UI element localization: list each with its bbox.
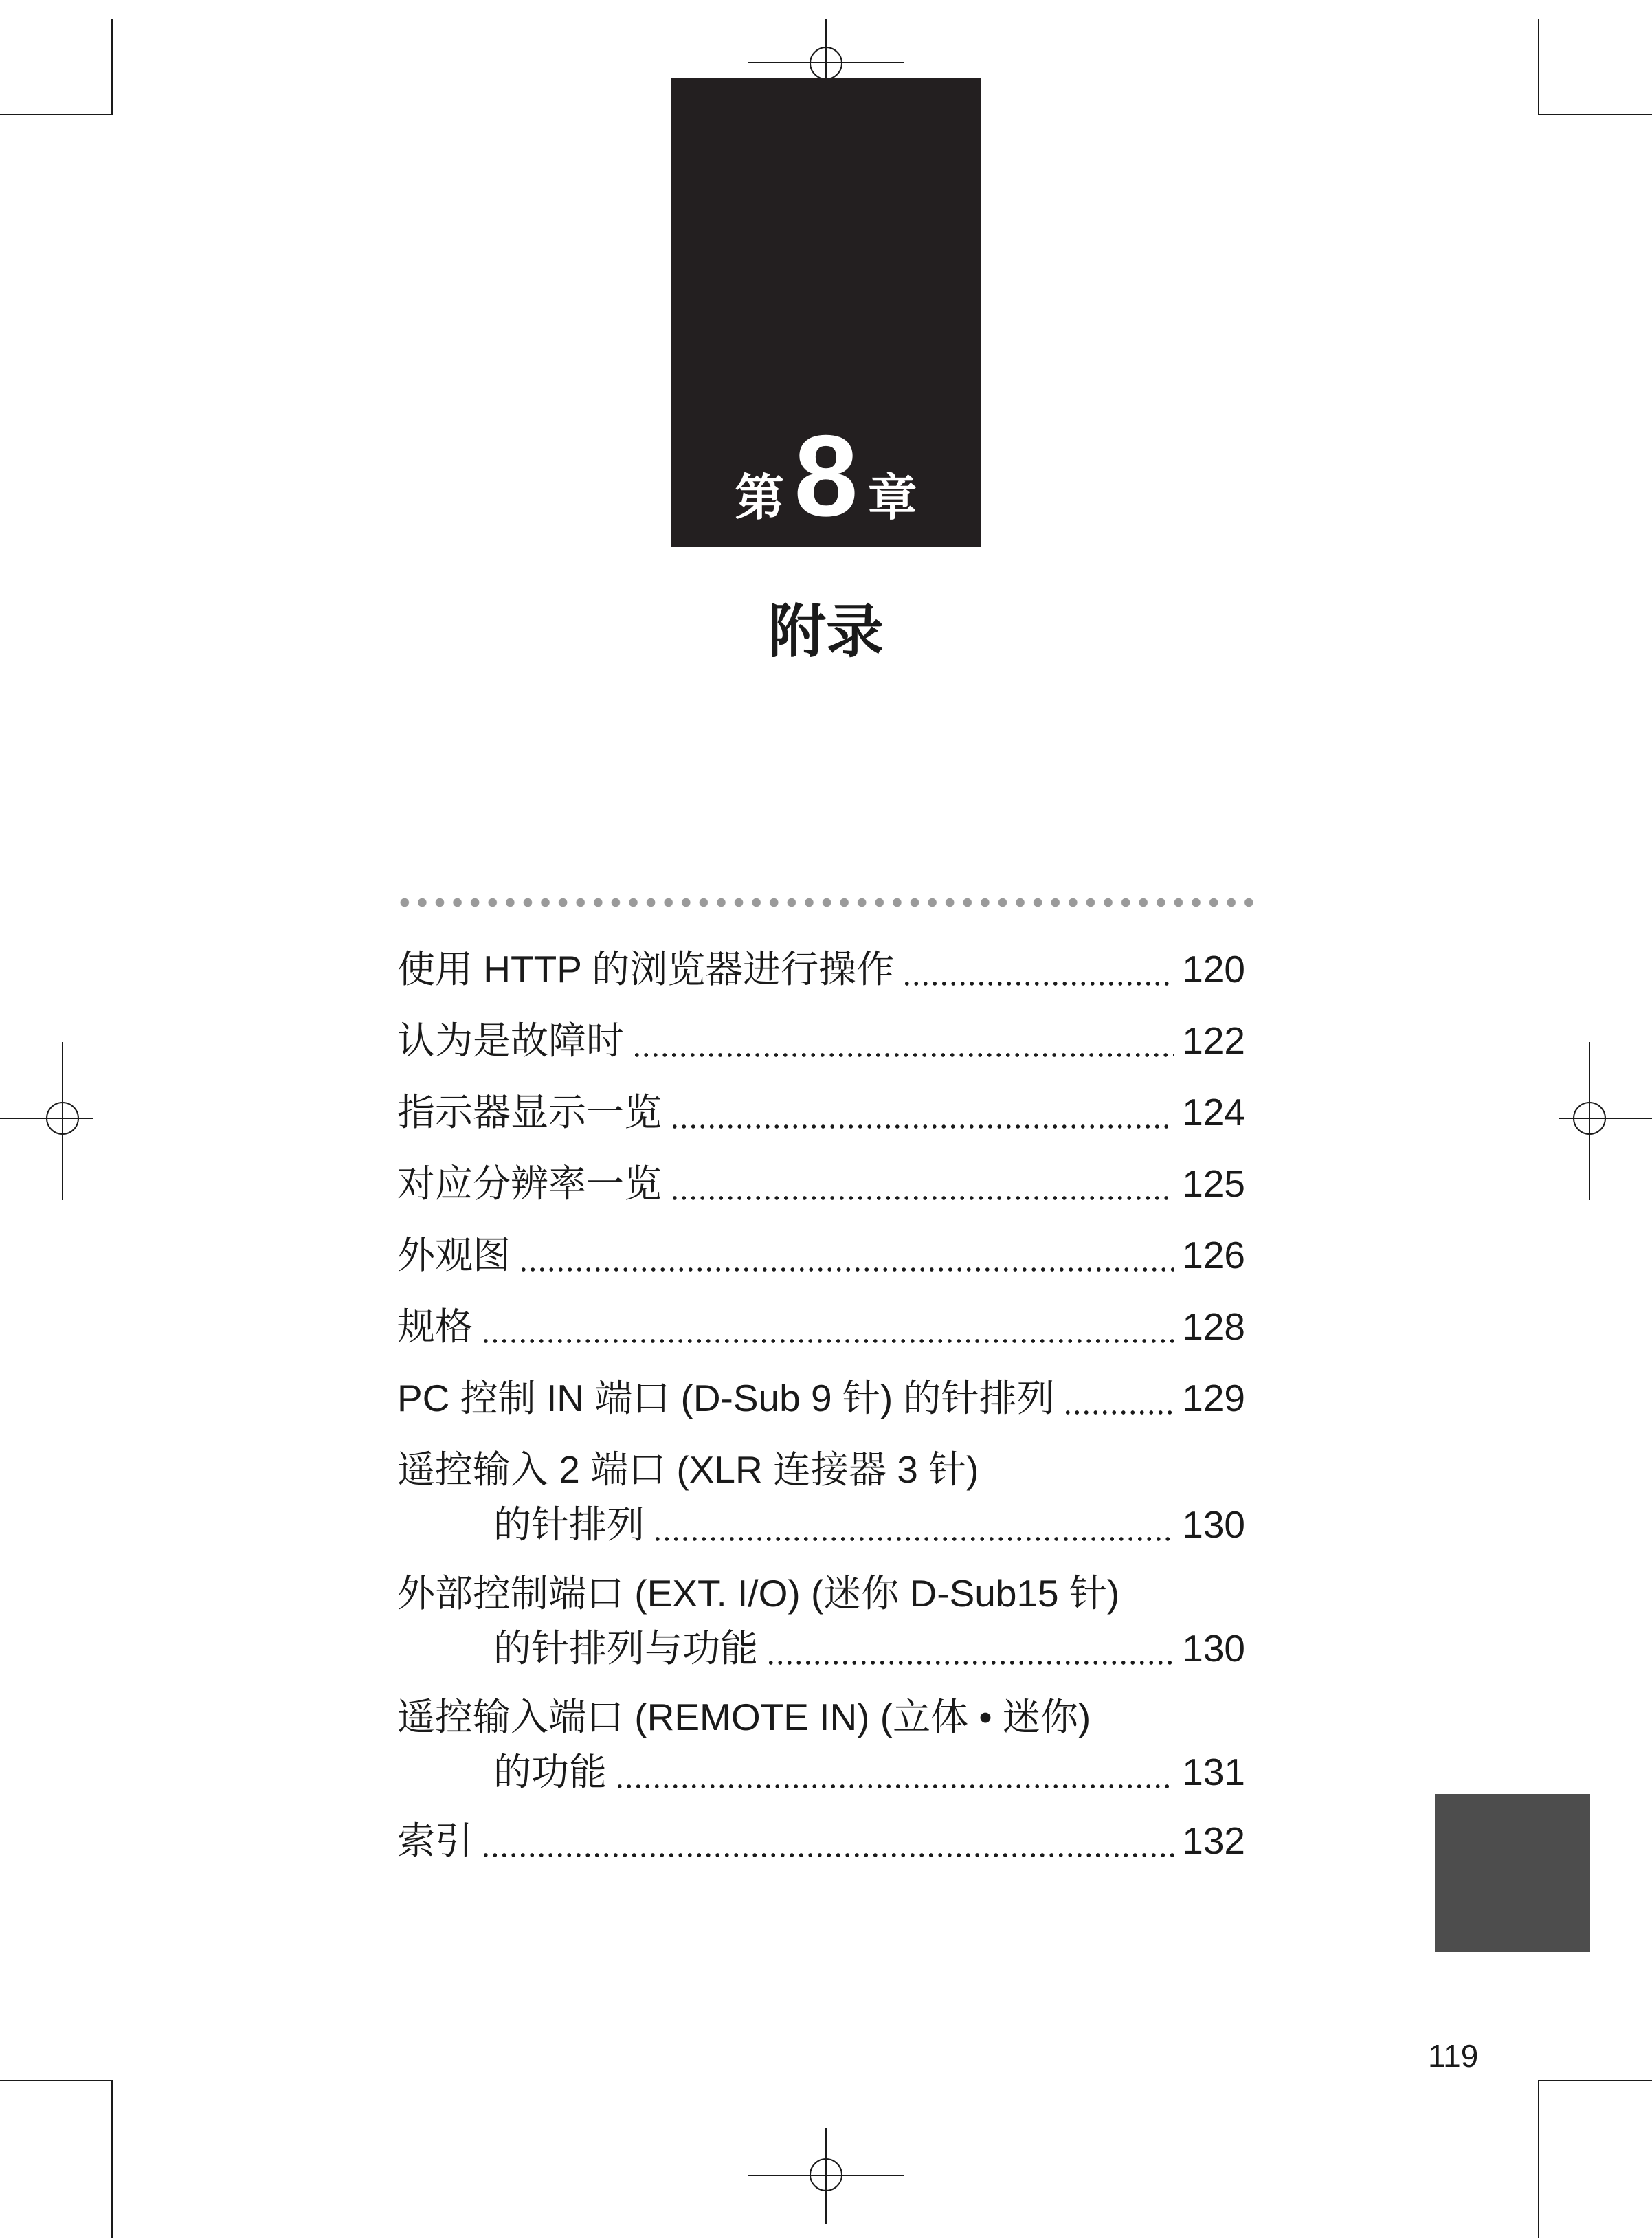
toc-entry-index[interactable]	[397, 1813, 1245, 1868]
dotted-divider	[396, 896, 1258, 909]
toc-entry-troubleshooting[interactable]	[397, 1013, 1245, 1068]
toc-entry-title-line1: 遥控输入端口 (REMOTE IN) (立体 • 迷你)	[397, 1696, 1091, 1738]
toc-entry-ext-io-pins[interactable]	[397, 1566, 1245, 1676]
chapter-heading	[671, 411, 981, 540]
toc-page-number: 130	[1182, 1627, 1245, 1670]
toc-page-number: 126	[1182, 1234, 1245, 1276]
dot-leader	[766, 1621, 1174, 1676]
chapter-thumb-tab	[1435, 1794, 1590, 1952]
dot-leader	[481, 1813, 1174, 1868]
toc-entry-pc-control-pins[interactable]	[397, 1371, 1245, 1426]
chapter-prefix: 第	[735, 469, 785, 527]
toc-entry-title: 规格	[397, 1305, 473, 1348]
chapter-title: 附录	[768, 598, 884, 665]
toc-entry-title-line1: 遥控输入 2 端口 (XLR 连接器 3 针)	[397, 1448, 979, 1491]
toc-entry-title: 认为是故障时	[397, 1019, 625, 1062]
toc-entry-title: 的针排列	[493, 1503, 645, 1546]
toc-entry-resolutions[interactable]	[397, 1156, 1245, 1211]
chapter-suffix: 章	[867, 469, 917, 527]
toc-page-number: 130	[1182, 1503, 1245, 1546]
toc-entry-title: 的功能	[493, 1751, 607, 1793]
toc-page-number: 129	[1182, 1377, 1245, 1419]
toc-page-number: 132	[1182, 1819, 1245, 1862]
toc-entry-title: 指示器显示一览	[397, 1091, 662, 1133]
chapter-header-block	[671, 78, 981, 547]
toc-entry-appearance[interactable]	[397, 1228, 1245, 1283]
dot-leader	[902, 942, 1174, 997]
toc-entry-title: PC 控制 IN 端口 (D-Sub 9 针) 的针排列	[397, 1377, 1055, 1419]
toc-entry-remote-in-functions[interactable]	[397, 1689, 1245, 1799]
toc-entry-title: 的针排列与功能	[493, 1627, 759, 1670]
toc-entry-remote-2-pins[interactable]	[397, 1442, 1245, 1552]
toc-entry-title: 使用 HTTP 的浏览器进行操作	[397, 948, 895, 990]
toc-entry-indicators[interactable]	[397, 1085, 1245, 1140]
toc-entry-title-line1: 外部控制端口 (EXT. I/O) (迷你 D-Sub15 针)	[397, 1572, 1120, 1615]
dot-leader	[670, 1156, 1174, 1211]
dot-leader	[481, 1299, 1174, 1354]
dot-leader	[632, 1013, 1174, 1068]
toc-entry-title: 索引	[397, 1819, 473, 1862]
dot-leader	[670, 1085, 1174, 1140]
toc-page-number: 124	[1182, 1091, 1245, 1133]
toc-page-number: 125	[1182, 1162, 1245, 1205]
dot-leader	[1063, 1371, 1174, 1426]
dot-leader	[653, 1497, 1174, 1552]
toc-entry-title: 对应分辨率一览	[397, 1162, 662, 1205]
toc-entry-specifications[interactable]	[397, 1299, 1245, 1354]
toc-page-number: 120	[1182, 948, 1245, 990]
toc-entry-title: 外观图	[397, 1234, 511, 1276]
page-number: 119	[1428, 2038, 1479, 2074]
dot-leader	[615, 1744, 1174, 1799]
toc-entry-http-browser[interactable]	[397, 942, 1245, 997]
chapter-number: 8	[794, 411, 858, 540]
toc-page-number: 128	[1182, 1305, 1245, 1348]
dot-leader	[519, 1228, 1174, 1283]
toc-page-number: 122	[1182, 1019, 1245, 1062]
toc-page-number: 131	[1182, 1751, 1245, 1793]
